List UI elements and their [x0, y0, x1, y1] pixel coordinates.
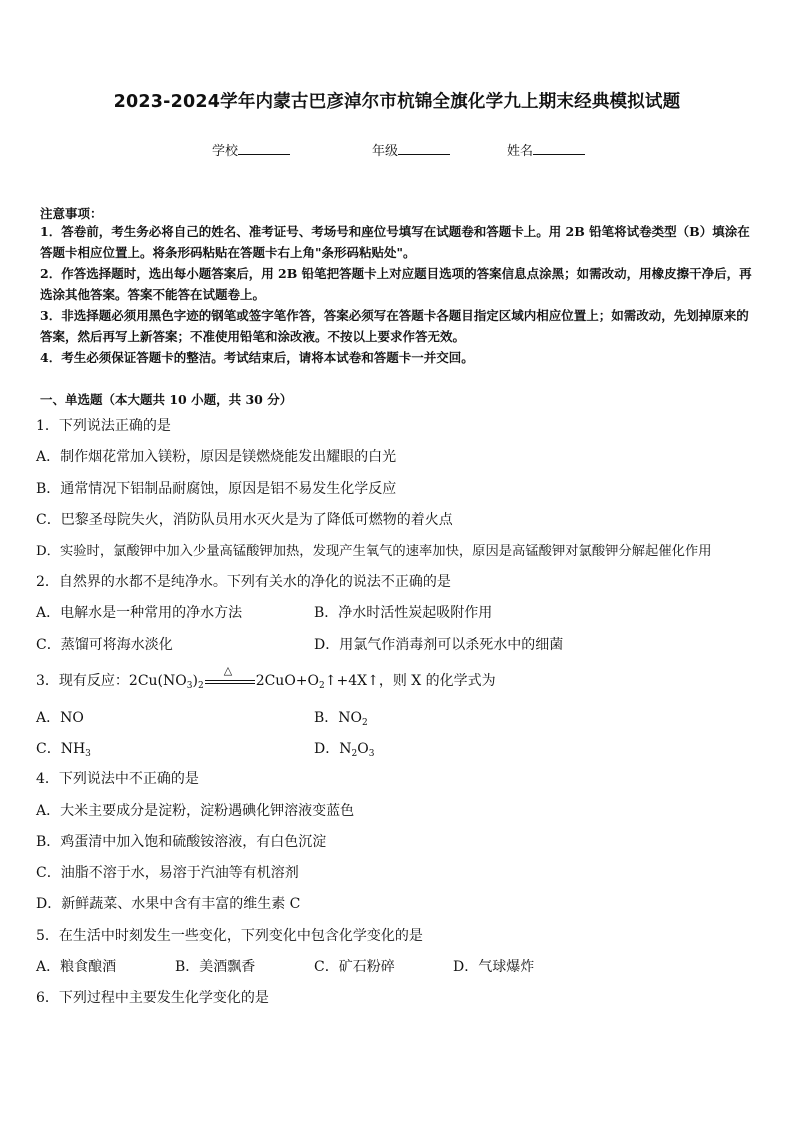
school-blank: [238, 142, 290, 155]
q2-option-c: C．蒸馏可将海水淡化: [36, 637, 173, 653]
heat-delta-icon: △: [223, 664, 233, 677]
q3-option-c-sub: 3: [85, 749, 91, 759]
name-label: 姓名: [507, 144, 534, 159]
q3-prefix: 3．现有反应：: [36, 673, 129, 689]
question-1-stem: 1．下列说法正确的是: [36, 418, 171, 434]
q2-option-a: A．电解水是一种常用的净水方法: [36, 605, 243, 621]
q5-option-a: A．粮食酿酒: [36, 959, 117, 975]
notes-heading: 注意事项：: [40, 206, 103, 221]
q1-option-c: C．巴黎圣母院失火，消防队员用水灭火是为了降低可燃物的着火点: [36, 512, 453, 528]
note-1: 1．答卷前，考生务必将自己的姓名、准考证号、考场号和座位号填写在试题卷和答题卡上。用 2B 铅笔将试卷类型（B）填涂在答题卡相应位置上。将条形码粘贴在答题卡右上角"条形码粘贴处"。: [40, 224, 750, 260]
q2-option-d: D．用氯气作消毒剂可以杀死水中的细菌: [314, 637, 564, 653]
note-4: 4．考生必须保证答题卡的整洁。考试结束后，请将本试卷和答题卡一并交回。: [40, 350, 474, 365]
q3-option-d-mid: O: [357, 741, 369, 757]
q3-products-tail: ↑+4X↑，则 X 的化学式为: [324, 673, 496, 689]
q2-option-b: B．净水时活性炭起吸附作用: [314, 605, 493, 621]
question-5-stem: 5．在生活中时刻发生一些变化，下列变化中包含化学变化的是: [36, 928, 423, 944]
q3-option-d-main: D．N: [314, 741, 352, 757]
q3-option-b-main: B．NO: [314, 710, 363, 726]
section-heading: 一、单选题（本大题共 10 小题，共 30 分）: [40, 392, 293, 407]
page-title: 2023-2024学年内蒙古巴彦淖尔市杭锦全旗化学九上期末经典模拟试题: [113, 92, 681, 112]
q3-option-b: [314, 707, 368, 728]
q4-option-c: C．油脂不溶于水，易溶于汽油等有机溶剂: [36, 865, 299, 881]
q3-reactant: [129, 673, 204, 689]
q3-reactant-sub2: 2: [197, 681, 204, 691]
grade-field: [372, 140, 450, 159]
q3-option-c: [36, 738, 91, 759]
note-3: 3．非选择题必须用黑色字迹的钢笔或签字笔作答，答案必须写在答题卡各题目指定区域内相应位置上；如需改动，先划掉原来的答案，然后再写上新答案；不准使用铅笔和涂改液。不按以上要求作答无效。: [40, 308, 749, 344]
q4-option-b: B．鸡蛋清中加入饱和硫酸铵溶液，有白色沉淀: [36, 834, 327, 850]
q4-option-a: A．大米主要成分是淀粉，淀粉遇碘化钾溶液变蓝色: [36, 803, 355, 819]
q3-option-a: A．NO: [36, 710, 84, 726]
name-field: [507, 140, 585, 159]
q3-option-c-main: C．NH: [36, 741, 86, 757]
q1-option-a: A．制作烟花常加入镁粉，原因是镁燃烧能发出耀眼的白光: [36, 449, 397, 465]
school-label: 学校: [212, 144, 239, 159]
reaction-condition-arrow: [205, 664, 255, 688]
q3-products-sub: 2: [319, 681, 325, 691]
q4-option-d: D．新鲜蔬菜、水果中含有丰富的维生素 C: [36, 896, 301, 912]
question-6-stem: 6．下列过程中主要发生化学变化的是: [36, 990, 269, 1006]
q3-reactant-close: ): [192, 673, 198, 689]
q3-reactant-main: 2Cu(NO: [128, 673, 187, 689]
q3-reactant-sub1: 3: [186, 681, 193, 691]
q3-option-d-sub2: 3: [368, 749, 375, 759]
grade-label: 年级: [372, 144, 399, 159]
question-4-stem: 4．下列说法中不正确的是: [36, 771, 199, 787]
q5-option-d: D．气球爆炸: [453, 959, 535, 975]
grade-blank: [398, 142, 450, 155]
question-2-stem: 2．自然界的水都不是纯净水。下列有关水的净化的说法不正确的是: [36, 574, 451, 590]
note-2: 2．作答选择题时，选出每小题答案后，用 2B 铅笔把答题卡上对应题目选项的答案信息点涂黑；如需改动，用橡皮擦干净后，再选涂其他答案。答案不能答在试题卷上。: [40, 266, 752, 302]
question-3-stem: [36, 664, 496, 691]
q3-option-d-sub1: 2: [351, 749, 358, 759]
q3-products-main: 2CuO+O: [255, 673, 320, 689]
q3-option-d: [314, 738, 374, 759]
name-blank: [533, 142, 585, 155]
q5-option-c: C．矿石粉碎: [314, 959, 395, 975]
q3-products: [256, 673, 496, 689]
q3-option-b-sub: 2: [362, 718, 368, 728]
q5-option-b: B．美酒飘香: [175, 959, 256, 975]
q1-option-b: B．通常情况下铝制品耐腐蚀，原因是铝不易发生化学反应: [36, 481, 397, 497]
q1-option-d: D．实验时，氯酸钾中加入少量高锰酸钾加热，发现产生氧气的速率加快，原因是高锰酸钾对氯酸钾分解起催化作用: [36, 544, 712, 559]
school-field: [212, 140, 290, 159]
